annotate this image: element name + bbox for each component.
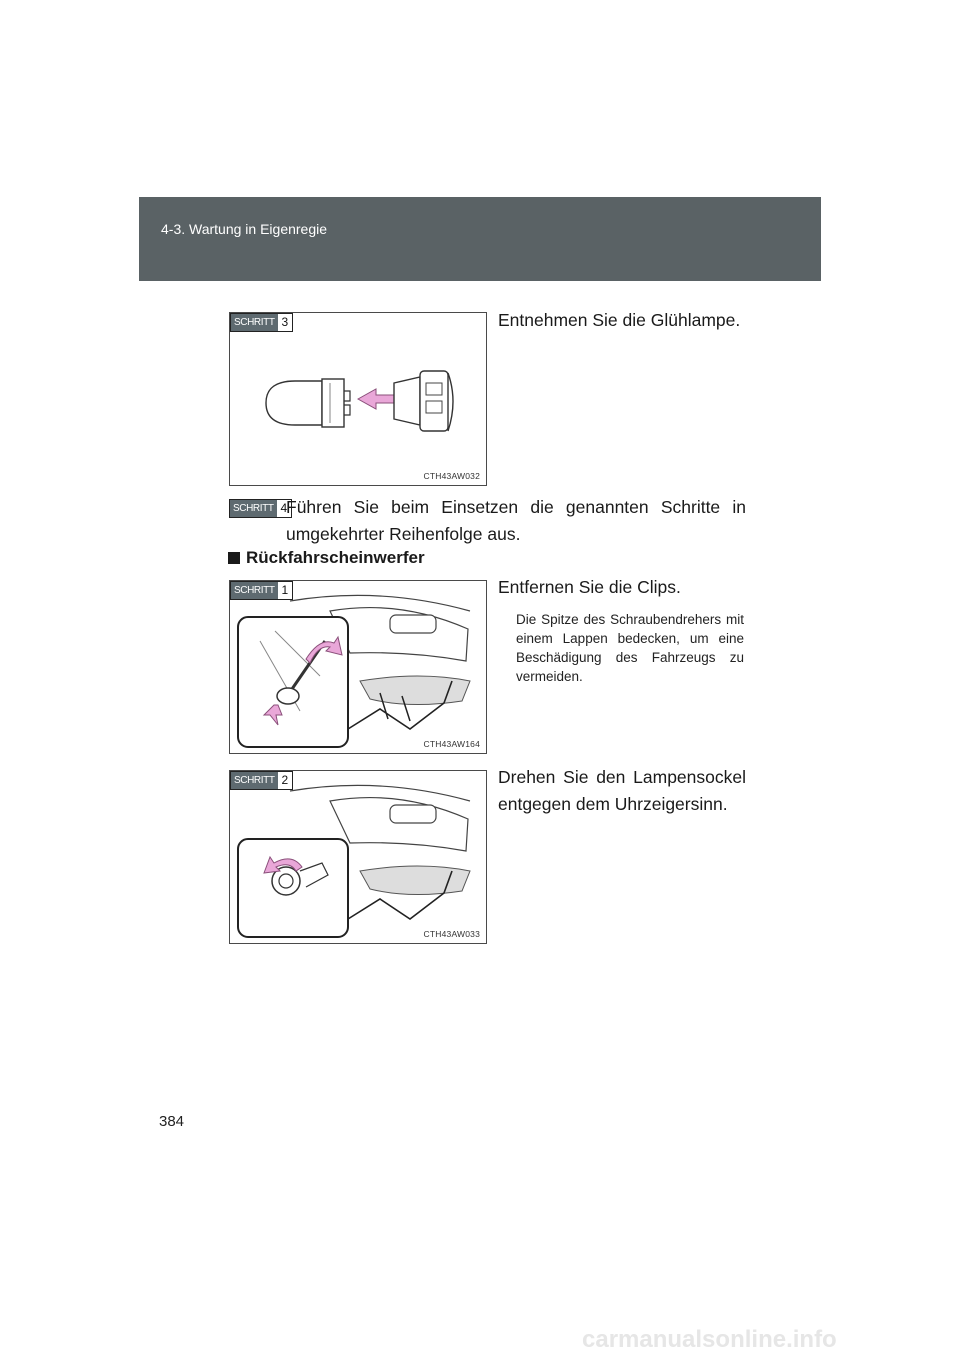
square-bullet-icon [228,552,240,564]
section-header [139,197,821,281]
clips-instruction: Entfernen Sie die Clips. [498,577,681,597]
figure-bulb-removal [229,312,487,486]
step3-instruction: Entnehmen Sie die Glühlampe. [498,310,741,330]
clips-note: Die Spitze des Schraubendrehers mit einem Lappen bedecken, um eine Beschädigung des Fahrzeugs zu vermeiden. [516,612,744,684]
socket-illustration [230,771,486,943]
step-badge-4: SCHRITT 4 [229,499,292,518]
bulb-illustration [230,313,486,485]
section-heading-text: Rückfahrscheinwerfer [246,548,425,567]
clips-illustration [230,581,486,753]
step-badge-3: SCHRITT 3 [230,313,293,332]
figure-code: CTH43AW033 [423,929,480,939]
step4-instruction: Führen Sie beim Einsetzen die genannten Schritte in umgekehrter Reihenfolge aus. [286,497,746,544]
figure-lamp-socket [229,770,487,944]
page-number: 384 [159,1113,185,1130]
socket-instruction: Drehen Sie den Lampensockel entgegen dem Uhrzeigersinn. [498,767,746,814]
step-badge-2: SCHRITT 2 [230,771,293,790]
figure-code: CTH43AW032 [423,471,480,481]
step-badge-1: SCHRITT 1 [230,581,293,600]
figure-code: CTH43AW164 [423,739,480,749]
watermark: carmanualsonline.info [582,1326,837,1353]
figure-clips-removal [229,580,487,754]
section-title: 4-3. Wartung in Eigenregie [161,221,328,237]
section-heading [228,548,425,568]
